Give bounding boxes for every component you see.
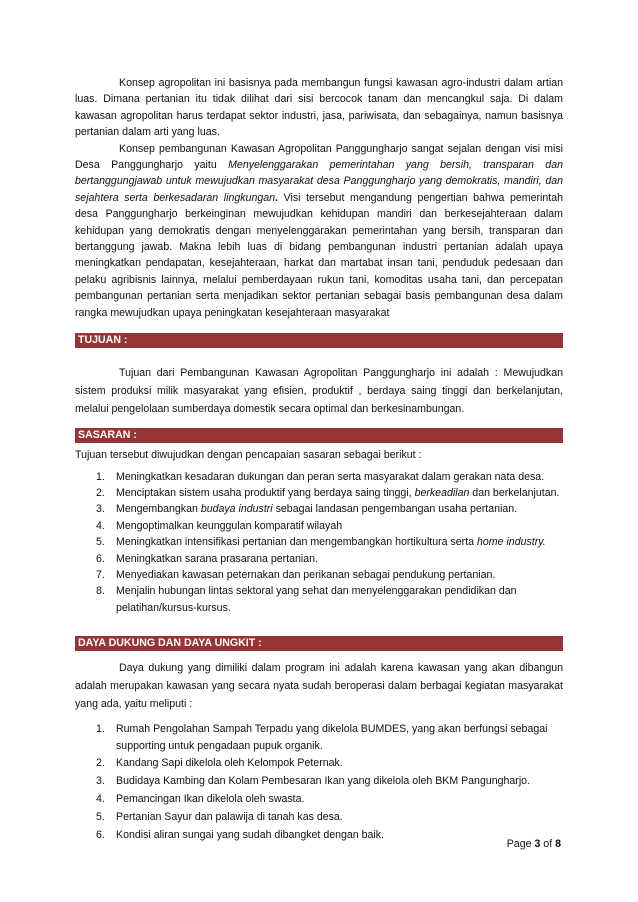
daya-text: Daya dukung yang dimiliki dalam program ini adalah karena kawasan yang akan dibangun adalah merupakan kawasan yang secara nyata sudah beroperasi dalam berbagai kegiatan masyarakat yang ada, yaitu meliputi :	[75, 662, 563, 711]
list-number: 4.	[96, 519, 105, 532]
list-text-italic: home industry.	[477, 536, 546, 549]
list-number: 2.	[96, 757, 105, 770]
list-item	[75, 501, 563, 517]
list-text: Mengoptimalkan keunggulan komparatif wilayah	[116, 519, 343, 532]
list-number: 3.	[96, 503, 105, 516]
intro-paragraph-1: Konsep agropolitan ini basisnya pada membangun fungsi kawasan agro-industri dalam artian luas. Dimana pertanian itu tidak dilihat dari sisi bercocok tanam dan mencangkul saja. Di dalam kawasan agropolitan harus terdapat sektor industri, jasa, pariwisata, dan sebagainya, namun basisnya pertanian dalam arti yang luas.	[75, 77, 563, 139]
list-text: Budidaya Kambing dan Kolam Pembesaran Ikan yang dikelola oleh BKM Pangungharjo.	[116, 775, 531, 788]
list-number: 7.	[96, 568, 105, 581]
list-text: Pemancingan Ikan dikelola oleh swasta.	[116, 793, 305, 806]
list-number: 5.	[96, 536, 105, 549]
tujuan-text: Tujuan dari Pembangunan Kawasan Agropolitan Panggungharjo ini adalah : Mewujudkan sistem produksi milik masyarakat yang efisien, produktif , berdaya saing tinggi dan berkelanjutan, melalui pengelolaan sumberdaya domestik secara optimal dan berkesinambungan.	[75, 367, 563, 416]
list-text: Meningkatkan kesadaran dukungan dan peran serta masyarakat dalam gerakan nata desa.	[116, 470, 545, 483]
daya-list	[75, 721, 563, 843]
page-footer	[507, 836, 561, 852]
list-item	[75, 534, 563, 550]
list-number: 6.	[96, 552, 105, 565]
list-text-italic: berkeadilan	[414, 486, 470, 499]
vision-statement: Menyelenggarakan pemerintahan yang bersih, transparan dan bertanggungjawab untuk mewujudkan masyarakat desa Panggungharjo yang demokratis, mandiri, dan sejahtera serta berkesadaran lingkungan	[75, 159, 563, 204]
daya-heading: DAYA DUKUNG DAN DAYA UNGKIT :	[75, 636, 563, 651]
total-pages: 8	[555, 838, 561, 850]
list-text: Rumah Pengolahan Sampah Terpadu yang dikelola BUMDES, yang akan berfungsi sebagai supporting untuk pengadaan pupuk organik.	[116, 723, 548, 752]
list-item	[75, 809, 563, 825]
list-text-tail: sebagai landasan pengembangan usaha pertanian.	[272, 503, 518, 516]
list-item	[75, 485, 563, 501]
list-text: Pertanian Sayur dan palawija di tanah kas desa.	[116, 811, 343, 824]
list-item	[75, 773, 563, 789]
list-item	[75, 518, 563, 534]
sasaran-intro: Tujuan tersebut diwujudkan dengan pencapaian sasaran sebagai berikut :	[75, 449, 422, 462]
list-text: Meningkatkan intensifikasi pertanian dan mengembangkan hortikultura serta	[116, 536, 477, 549]
list-text: Menciptakan sistem usaha produktif yang berdaya saing tinggi,	[116, 486, 415, 499]
list-item	[75, 827, 563, 843]
intro-paragraph-2: Konsep pembangunan Kawasan Agropolitan Panggungharjo sangat sejalan dengan visi misi Desa Panggungharjo yaitu Menyelenggarakan pemerintahan yang bersih, transparan dan bertanggungjawab untuk mewujudkan masyarakat desa Panggungharjo yang demokratis, mandiri, dan sejahtera serta berkesadaran lingkungan. Visi tersebut mengandung pengertian bahwa pemerintah desa Panggungharjo berkeinginan mewujudkan kehidupan mandiri dan berkesejahteraan dalam kehidupan yang demokratis dengan menyelenggarakan pemerintahan yang bersih, transparan dan bertanggung jawab. Makna lebih luas di bidang pembangunan industri pertanian adalah upaya meningkatkan pendapatan, kesejahteraan, harkat dan martabat insan tani, penduduk pedesaan dan pelaku agribisnis lainnya, melalui pemberdayaan rukun tani, komoditas usaha tani, dan percepatan pembangunan pertanian serta menjadikan sektor pertanian sebagai basis pembangunan desa dalam rangka mewujudkan upaya peningkatan kesejahteraan masyarakat	[75, 142, 563, 319]
list-number: 2.	[96, 486, 105, 499]
tujuan-heading: TUJUAN :	[75, 333, 563, 348]
list-item	[75, 469, 563, 485]
list-item	[75, 551, 563, 567]
list-item	[75, 721, 563, 754]
list-number: 5.	[96, 811, 105, 824]
list-text: Meningkatkan sarana prasarana pertanian.	[116, 552, 319, 565]
intro-p2-lead: Konsep pembangunan Kawasan Agropolitan Panggungharjo sangat sejalan dengan visi misi Desa Panggungharjo yaitu	[75, 142, 563, 172]
list-text: Menjalin hubungan lintas sektoral yang sehat dan menyelenggarakan pendidikan dan pelatihan/kursus-kursus.	[116, 585, 517, 614]
of-word: of	[543, 838, 553, 850]
list-text: Mengembangkan	[116, 503, 201, 516]
list-text-tail: dan berkelanjutan.	[469, 486, 560, 499]
list-text-italic: budaya industri	[200, 503, 273, 516]
sasaran-heading: SASARAN :	[75, 428, 563, 443]
page-word: Page	[506, 838, 532, 850]
list-number: 3.	[96, 775, 105, 788]
list-number: 1.	[96, 723, 105, 736]
list-number: 6.	[96, 829, 105, 842]
sasaran-list	[75, 469, 563, 617]
list-item	[75, 791, 563, 807]
list-number: 8.	[96, 585, 105, 598]
page-content	[75, 75, 563, 845]
list-number: 4.	[96, 793, 105, 806]
list-item	[75, 583, 563, 616]
list-text: Kandang Sapi dikelola oleh Kelompok Peternak.	[116, 757, 343, 770]
current-page: 3	[534, 838, 541, 850]
list-item	[75, 755, 563, 771]
intro-p2-rest: Visi tersebut mengandung pengertian bahwa pemerintah desa Panggungharjo berkeinginan mewujudkan kehidupan mandiri dan berkesejahteraan dalam kehidupan yang demokratis dengan menyelenggarakan pemerintahan yang bersih, transparan dan bertanggung jawab. Makna lebih luas di bidang pembangunan industri pertanian adalah upaya meningkatkan pendapatan, kesejahteraan, harkat dan martabat insan tani, penduduk pedesaan dan pelaku agribisnis lainnya, melalui pemberdayaan rukun tani, komoditas usaha tani, dan percepatan pembangunan pertanian serta menjadikan sektor pertanian sebagai basis pembangunan desa dalam rangka mewujudkan upaya peningkatan kesejahteraan masyarakat	[75, 191, 563, 319]
list-item	[75, 567, 563, 583]
list-text: Menyediakan kawasan peternakan dan perikanan sebagai pendukung pertanian.	[116, 568, 496, 581]
list-text: Kondisi aliran sungai yang sudah dibangket dengan baik.	[116, 829, 384, 842]
list-number: 1.	[96, 470, 105, 483]
